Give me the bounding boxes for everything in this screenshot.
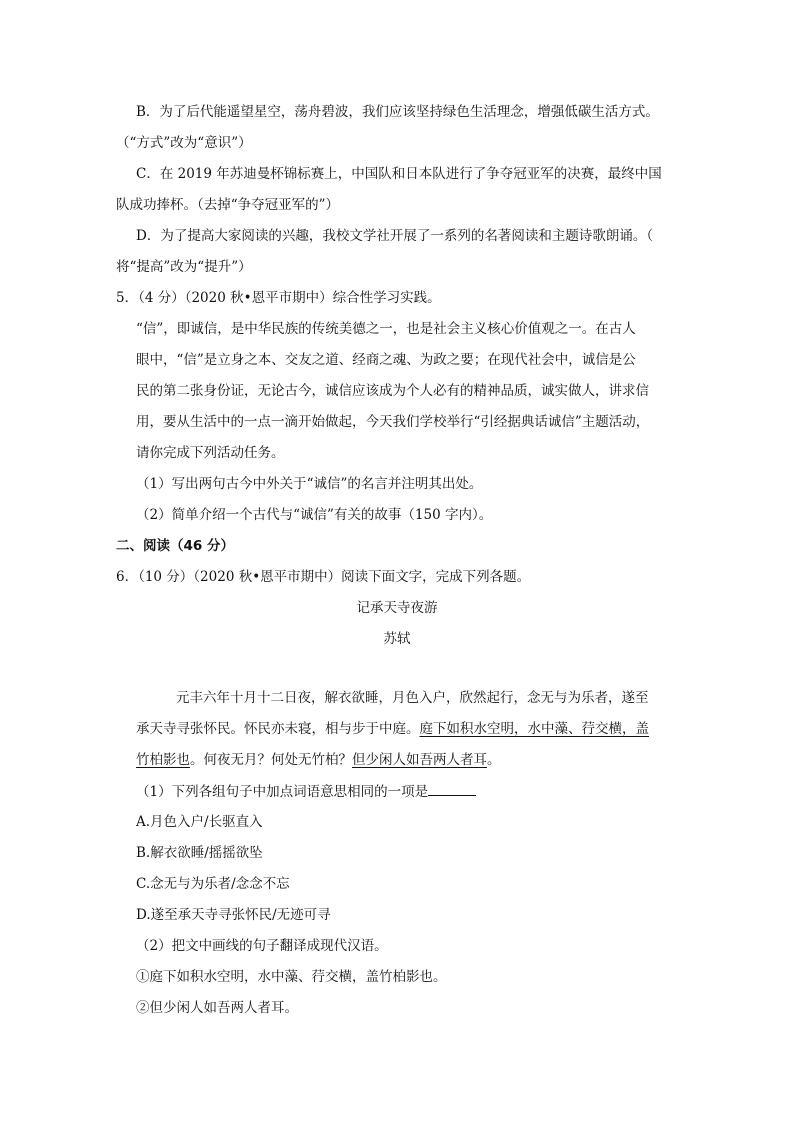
sub-question-2: （2）把文中画线的句子翻译成现代汉语。: [136, 938, 388, 954]
section-title: 二、阅读（46 分）: [116, 538, 234, 554]
option-c-line2: 队成功捧杯。（去掉“争夺冠亚军的”）: [116, 197, 340, 213]
poem-author: 苏轼: [383, 631, 411, 647]
q5-task-2: （2）简单介绍一个古代与“诚信”有关的故事（150 字内）。: [136, 507, 493, 523]
question-5-header: 5．（4 分）（2020 秋•恩平市期中）综合性学习实践。: [116, 290, 441, 306]
option-d-line2: 将“提高”改为“提升”）: [116, 259, 252, 275]
option-c-line1: C．在 2019 年苏迪曼杯锦标赛上，中国队和日本队进行了争夺冠亚军的决赛，最终中国: [136, 166, 662, 182]
underlined-sentence-1: 庭下如积水空明，水中藻、荇交横，盖: [419, 721, 649, 737]
answer-blank: [428, 781, 476, 796]
q5-paragraph-line: “信”，即诚信，是中华民族的传统美德之一，也是社会主义核心价值观之一。在古人: [136, 321, 636, 337]
q5-paragraph-line: 请你完成下列活动任务。: [136, 445, 285, 461]
underlined-sentence-2: 但少闲人如吾两人者耳: [352, 752, 487, 768]
choice-d: D.遂至承天寺寻张怀民/无迹可寻: [136, 907, 331, 923]
passage-line-2: [136, 719, 649, 739]
q5-paragraph-line: 民的第二张身份证，无论古今，诚信应该成为个人必有的精神品质，诚实做人，讲求信: [136, 383, 649, 399]
question-6-header: 6．（10 分）（2020 秋•恩平市期中）阅读下面文字，完成下列各题。: [116, 569, 531, 585]
sub-question-1: [136, 781, 476, 802]
q5-task-1: （1）写出两句古今中外关于“诚信”的名言并注明其出处。: [136, 476, 483, 492]
translation-item-1: ①庭下如积水空明，水中藻、荇交横，盖竹柏影也。: [136, 969, 447, 985]
option-d-line1: D．为了提高大家阅读的兴趣，我校文学社开展了一系列的名著阅读和主题诗歌朗诵。（: [136, 228, 654, 244]
option-b-line1: B．为了后代能遥望星空，荡舟碧波，我们应该坚持绿色生活理念，增强低碳生活方式。: [136, 104, 659, 120]
choice-c: C.念无与为乐者/念念不忘: [136, 876, 290, 892]
passage-plain-text: 。: [487, 752, 501, 768]
sub-question-1-text: （1）下列各组句子中加点词语意思相同的一项是: [136, 784, 429, 800]
choice-a: A.月色入户/长驱直入: [136, 814, 263, 830]
option-b-line2: （“方式”改为“意识”）: [116, 135, 252, 151]
passage-line-3: [136, 750, 501, 770]
choice-b: B.解衣欲睡/摇摇欲坠: [136, 845, 263, 861]
poem-title: 记承天寺夜游: [356, 600, 438, 616]
passage-line-1: 元丰六年十月十二日夜，解衣欲睡，月色入户，欣然起行，念无与为乐者，遂至: [176, 690, 649, 706]
passage-plain-text: 承天寺寻张怀民。怀民亦未寝，相与步于中庭。: [136, 721, 420, 737]
translation-item-2: ②但少闲人如吾两人者耳。: [136, 1000, 298, 1016]
passage-plain-text: 。何夜无月？何处无竹柏？: [190, 752, 352, 768]
q5-paragraph-line: 用，要从生活中的一点一滴开始做起，今天我们学校举行“引经据典话诚信”主题活动，: [136, 414, 650, 430]
q5-paragraph-line: 眼中，“信”是立身之本、交友之道、经商之魂、为政之要；在现代社会中，诚信是公: [136, 352, 636, 368]
underlined-sentence-1-end: 竹柏影也: [136, 752, 190, 768]
